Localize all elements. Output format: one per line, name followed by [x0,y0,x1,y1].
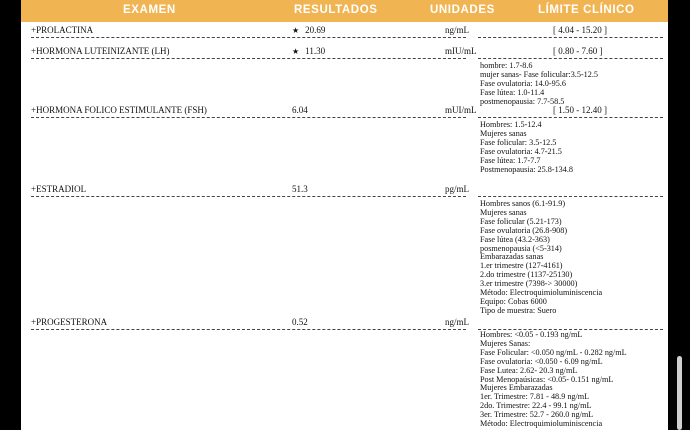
reference-note: Postmenopausia: 25.8-134.8 [480,164,574,174]
test-unit: ng/mL [445,317,469,327]
test-result [292,105,308,115]
reference-note: Fase ovulatoria: 14.0-95.6 [480,78,566,88]
test-name: +PROGESTERONA [31,317,108,327]
reference-note: Fase ovulatoria: 4.7-21.5 [480,146,562,156]
reference-note: hombre: 1.7-8.6 [480,61,533,70]
reference-note: Fase Lutea: 2.62- 20.3 ng/mL [480,365,578,375]
reference-note: Mujeres Embarazadas [480,383,553,393]
scrollbar-thumb[interactable] [677,356,682,430]
reference-note: postmenopausia: 7.7-58.5 [480,96,565,106]
test-result [292,184,308,194]
reference-note: Embarazadas sanas [480,252,544,262]
test-unit: mUI/mL [445,105,477,115]
reference-note: Fase folicular: 3.5-12.5 [480,137,557,147]
row-divider-right [478,37,663,38]
test-range: [ 4.04 - 15.20 ] [553,25,607,35]
test-name: +PROLACTINA [31,25,94,35]
header-limite-clinico: LÍMITE CLÍNICO [538,4,635,16]
test-unit: ng/mL [445,25,469,35]
test-unit: mIU/mL [445,46,477,56]
reference-note: 1er. Trimestre: 7.81 - 48.9 ng/mL [480,392,590,402]
reference-note: 3.er trimestre (7398-> 30000) [480,279,578,289]
header-examen: EXAMEN [123,4,176,16]
reference-note: Mujeres sanas [480,207,527,217]
reference-note: Fase ovulatoria (26.8-908) [480,225,568,235]
header-resultados: RESULTADOS [294,4,378,16]
reference-note: Tipo de muestra: Suero [480,305,557,315]
test-range: [ 0.80 - 7.60 ] [553,46,603,56]
lab-report-page [21,0,668,430]
row-divider-right [478,117,663,118]
reference-note: Fase Folicular: <0.050 ng/mL - 0.282 ng/mL [480,347,627,357]
reference-note: Mujeres Sanas: [480,338,531,348]
row-divider-left [31,329,466,330]
reference-note: 3er. Trimestre: 52.7 - 260.0 ng/mL [480,410,594,420]
test-result-value: 20.69 [305,25,326,35]
abnormal-flag-icon: ★ [292,47,300,56]
reference-note: Hombres: 1.5-12.4 [480,120,542,129]
reference-note: Mujeres sanas [480,128,527,138]
row-divider-right [478,58,663,59]
reference-note: 2do. Trimestre: 22.4 - 99.1 ng/mL [480,401,592,411]
abnormal-flag-icon: ★ [292,26,300,35]
reference-note: mujer sanas- Fase folicular:3.5-12.5 [480,69,599,79]
reference-note: Fase folicular (5.21-173) [480,216,562,226]
reference-note: Fase lútea: 1.7-7.7 [480,155,541,165]
row-divider-right [478,196,663,197]
test-range: [ 1.50 - 12.40 ] [553,105,607,115]
test-result [292,25,325,36]
reference-note: 2.do trimestre (1137-25130) [480,270,573,280]
reference-note: Fase lútea: 1.0-11.4 [480,87,545,97]
reference-note: Post Menopaúsicas: <0.05- 0.151 ng/mL [480,374,614,384]
test-name: +ESTRADIOL [31,184,87,194]
row-divider-left [31,196,466,197]
row-divider-left [31,58,466,59]
reference-note: Equipo: Cobas 6000 [480,296,547,306]
reference-note: Hombres: <0.05 - 0.193 ng/mL [480,330,583,339]
test-result [292,317,308,327]
test-result-value: 51.3 [292,184,308,194]
reference-note: Método: Electroquimioluminiscencia [480,288,603,297]
test-unit: pg/mL [445,184,469,194]
reference-note: Método: Electroquimioluminiscencia [480,419,603,428]
reference-note: 1.er trimestre (127-4161) [480,261,563,271]
row-divider-left [31,117,466,118]
table-header [21,0,668,22]
row-divider-left [31,37,466,38]
reference-note: Fase lútea (43.2-363) [480,234,550,244]
test-name: +HORMONA LUTEINIZANTE (LH) [31,46,170,56]
test-result-value: 0.52 [292,317,308,327]
reference-note: Hombres sanos (6.1-91.9) [480,199,566,208]
reference-note: Fase ovulatoria: <0.050 - 6.09 ng/mL [480,356,603,366]
test-result-value: 6.04 [292,105,308,115]
header-unidades: UNIDADES [430,4,495,16]
test-result-value: 11.30 [305,46,326,56]
test-result [292,46,325,57]
test-name: +HORMONA FOLICO ESTIMULANTE (FSH) [31,105,207,115]
reference-note: posmenopausia (<5-314) [480,243,562,253]
